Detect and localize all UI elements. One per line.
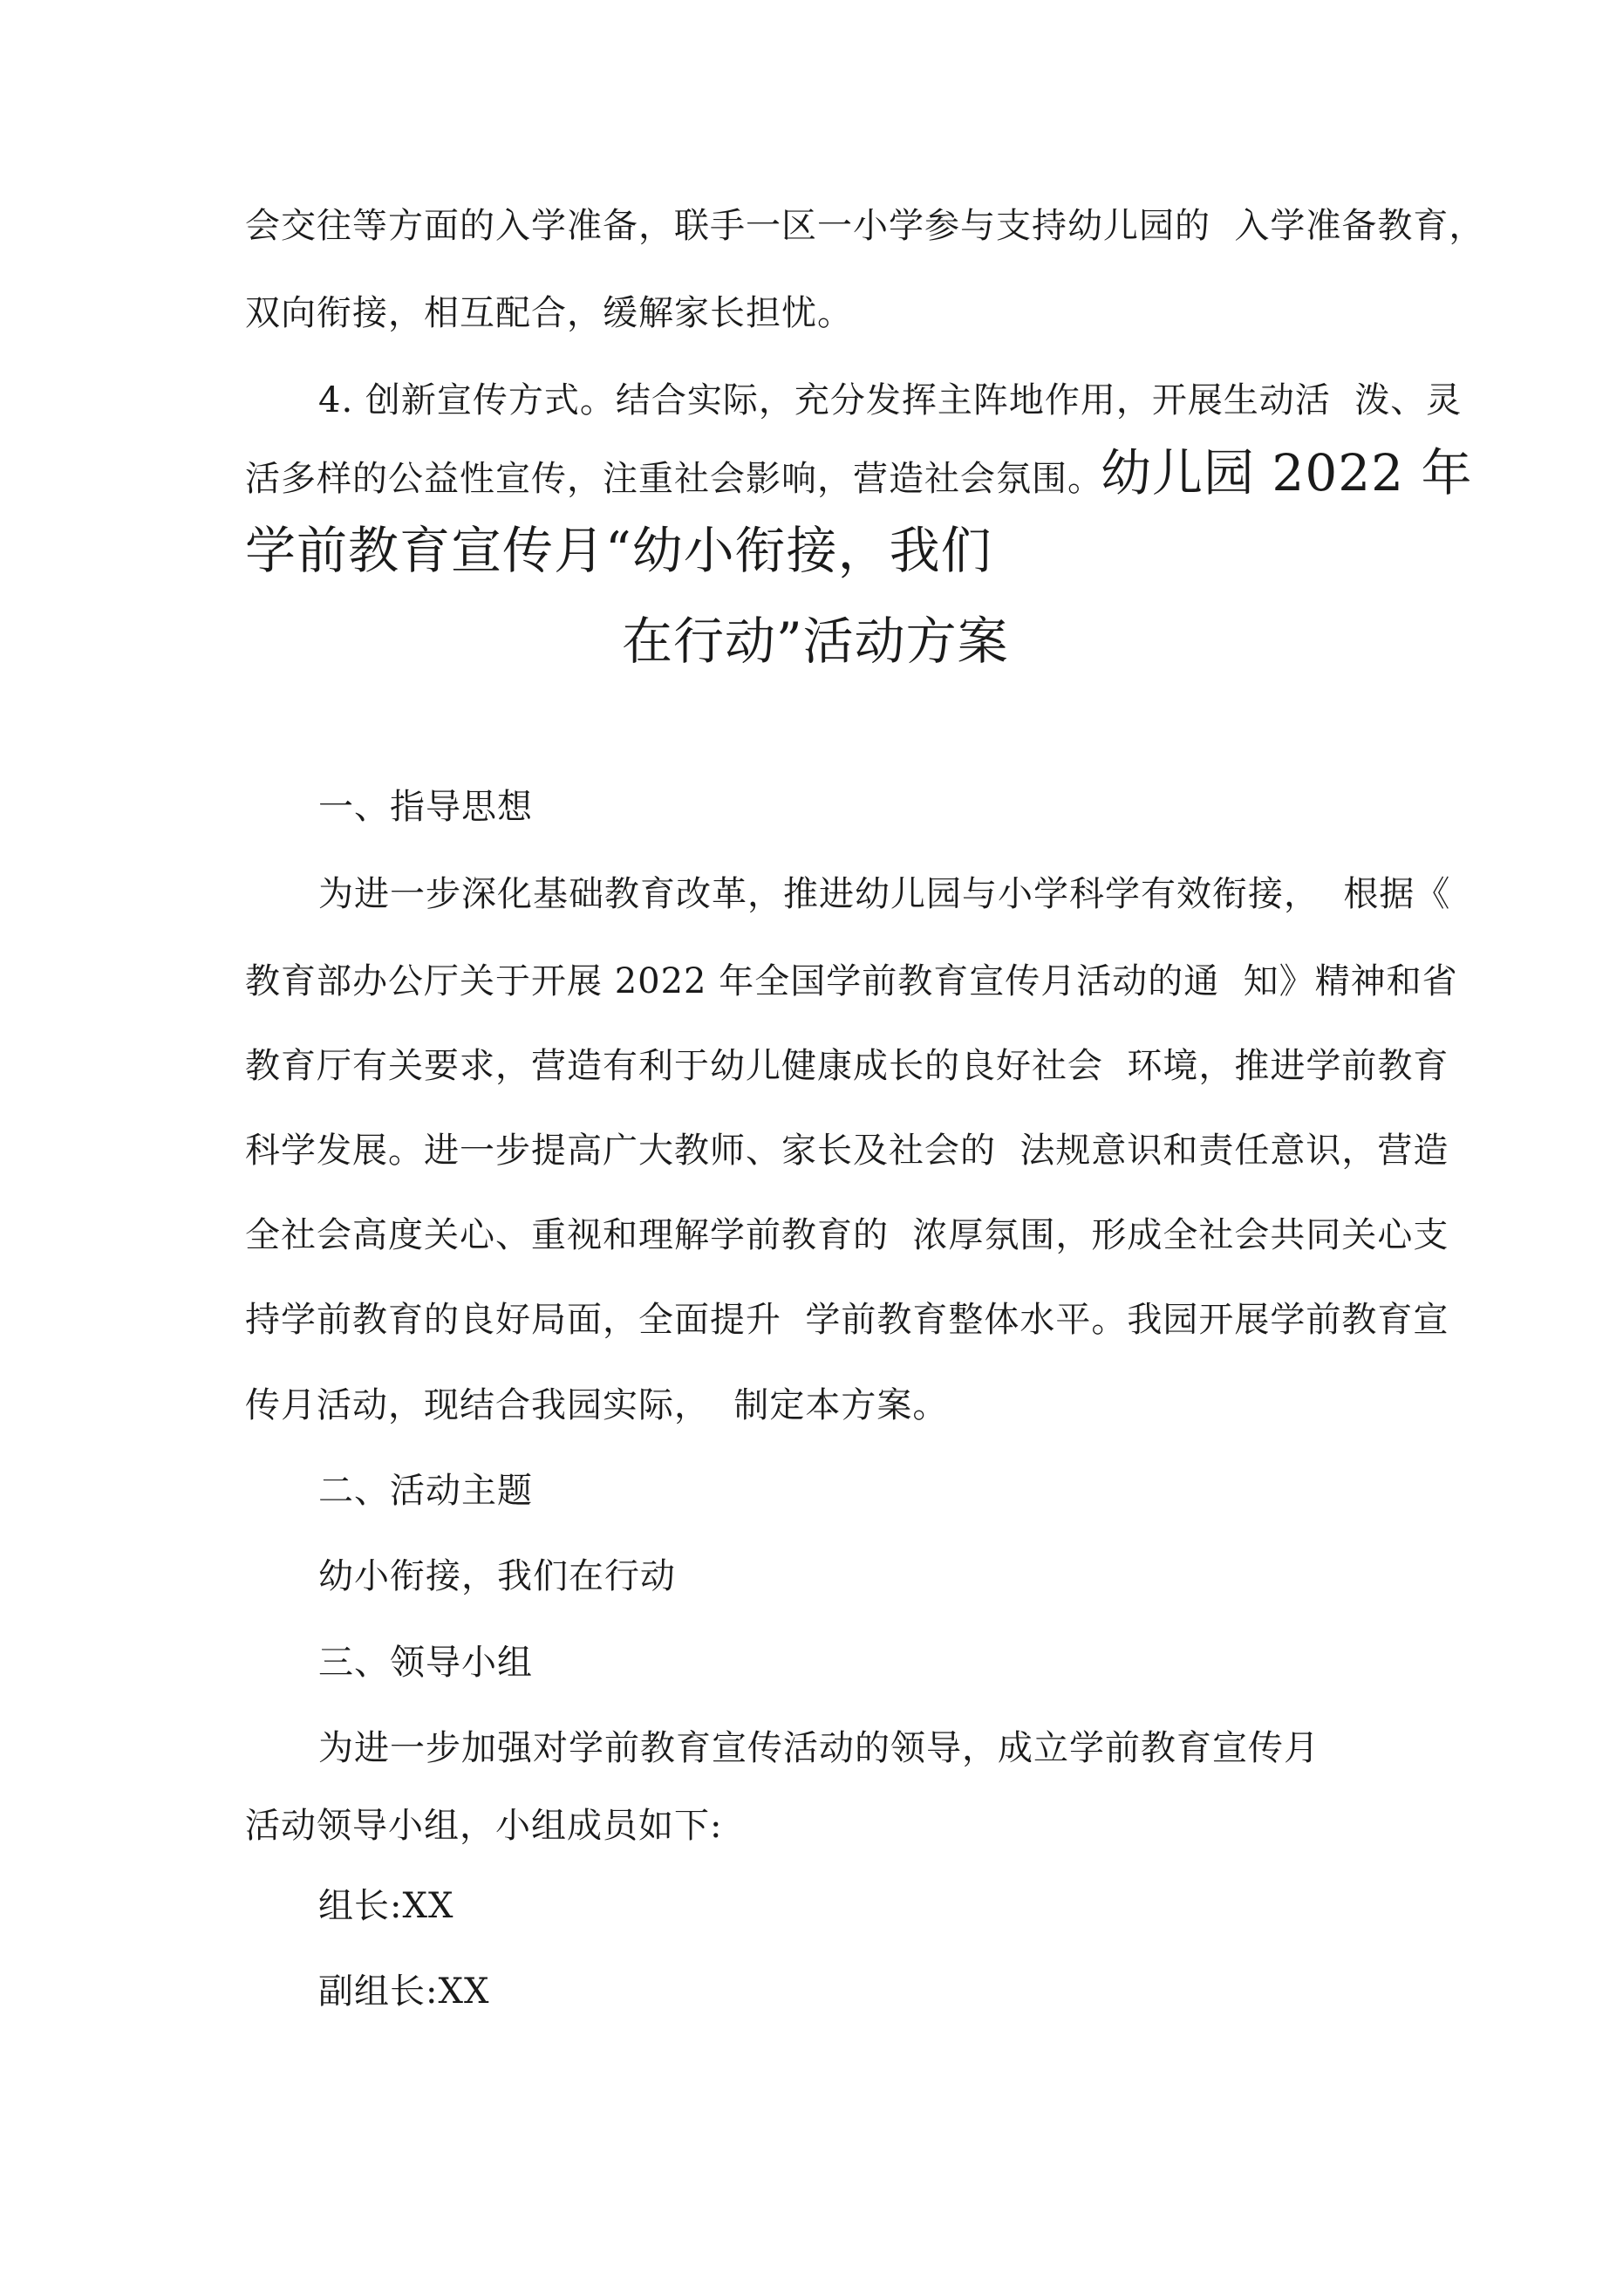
section1-heading: 一、指导思想 <box>318 787 533 827</box>
section3-line-1: 为进一步加强对学前教育宣传活动的领导，成立学前教育宣传月 <box>318 1728 1320 1768</box>
section1-line-2: 教育部办公厅关于开展 2022 年全国学前教育宣传月活动的通 知》精神和省 <box>245 961 1458 1001</box>
section1-line-4: 科学发展。进一步提高广大教师、家长及社会的 法规意识和责任意识，营造 <box>245 1131 1449 1171</box>
deputy-leader-line: 副组长:XX <box>318 1971 490 2012</box>
section1-line-1: 为进一步深化基础教育改革，推进幼儿园与小学科学有效衔接， 根据《 <box>318 874 1451 914</box>
document-title-part-3: 在行动”活动方案 <box>622 612 1009 671</box>
document-title-part-2: 学前教育宣传月“幼小衔接，我们 <box>245 521 992 580</box>
continuation-line-1: 会交往等方面的入学准备，联手一区一小学参与支持幼儿园的 入学准备教育， <box>245 206 1485 246</box>
section2-theme: 幼小衔接，我们在行动 <box>318 1556 676 1596</box>
leader-line: 组长:XX <box>318 1886 454 1926</box>
section1-line-5: 全社会高度关心、重视和理解学前教育的 浓厚氛围，形成全社会共同关心支 <box>245 1215 1449 1255</box>
item4-line-2: 活多样的公益性宣传，注重社会影响，营造社会氛围。 <box>245 459 1103 499</box>
section3-line-2: 活动领导小组，小组成员如下: <box>245 1806 723 1846</box>
item4-line-1: 4. 创新宣传方式。结合实际，充分发挥主阵地作用，开展生动活 泼、灵 <box>318 380 1463 420</box>
continuation-line-2: 双向衔接，相互配合，缓解家长担忧。 <box>245 293 853 333</box>
section1-line-3: 教育厅有关要求，营造有利于幼儿健康成长的良好社会 环境，推进学前教育 <box>245 1046 1449 1086</box>
document-title-part-1: 幼儿园 2022 年 <box>1101 443 1473 502</box>
section2-heading: 二、活动主题 <box>318 1471 533 1511</box>
section3-heading: 三、领导小组 <box>318 1643 533 1683</box>
section1-line-7: 传月活动，现结合我园实际， 制定本方案。 <box>245 1385 949 1425</box>
section1-line-6: 持学前教育的良好局面，全面提升 学前教育整体水平。我园开展学前教育宣 <box>245 1300 1449 1340</box>
